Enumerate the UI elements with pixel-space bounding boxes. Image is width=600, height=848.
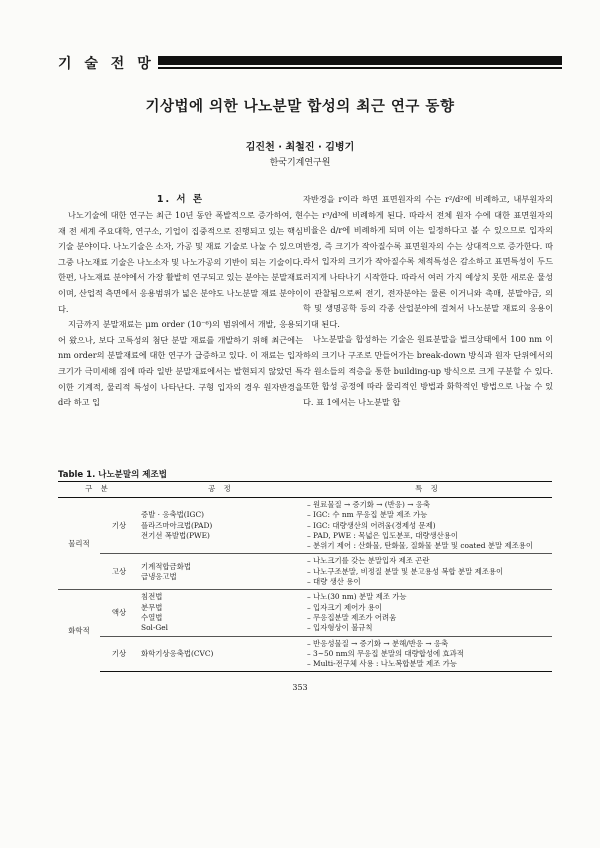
feature-item: – 나노구조분말, 비정질 분말 및 분고용성 복합 분말 제조용이 xyxy=(307,566,504,576)
method-item: 전기선 폭발법(PWE) xyxy=(141,530,210,540)
subcategory: 기상 xyxy=(100,636,138,672)
feature-item: – 3~50 nm의 무응집 분말의 대량합성에 효과적 xyxy=(307,648,464,658)
table-row xyxy=(58,636,552,672)
process-table xyxy=(58,481,552,672)
feature-cell xyxy=(304,498,552,554)
table-header-features: 특 징 xyxy=(304,482,552,498)
section-header xyxy=(48,50,562,74)
method-item: 수열법 xyxy=(141,612,163,622)
feature-item: – 분위기 제어 : 산화물, 탄화물, 질화물 분말 및 coated 분말 제조용이 xyxy=(307,541,534,551)
subcategory: 기상 xyxy=(111,520,127,530)
body-paragraph: 지금까지 분말재료는 μm order (10⁻⁶)의 범위에서 개발, 응용되어 왔으나, 보다 고특성의 첨단 분말 재료를 개발하기 위해 최근에는 nm order의 분말재료에 대한 연구가 급증하고 있다. 이 재료는 입자크기가 극미세해 짐에 따라 일반 분말재료에서는 발현되지 않았던 특이한 기계적, 물리적 특성이 나타난다. 구형 입자의 경우 원자반경을 d라 하고 입 xyxy=(58,319,303,408)
body-paragraph: 나노분말을 합성하는 기술은 원료분말을 벌크상태에서 100 nm 이하의 크기나 구조로 만들어가는 break-down 방식과 원자 단위에서의 각 원소들의 적층을 통한 building-up 방식으로 크게 구분할 수 있다. 또한 합성 공정에 따라 물리적인 방법과 화학적인 방법으로 나눌 수 있다. 표 1에서는 나노분말 합 xyxy=(303,334,553,407)
feature-cell xyxy=(304,636,552,672)
feature-cell xyxy=(304,554,552,590)
method-item: 화학기상응축법(CVC) xyxy=(141,648,214,658)
subcategory: 고상 xyxy=(100,554,138,590)
feature-item: – IGC: 대량생산의 어려움(경제성 문제) xyxy=(307,520,436,530)
feature-item: – 나노크기를 갖는 분말입자 제조 곤란 xyxy=(307,556,430,566)
feature-cell xyxy=(304,590,552,636)
section-heading-intro: 1. 서 론 xyxy=(156,194,205,205)
page-number: 353 xyxy=(292,683,308,692)
table-row xyxy=(58,498,552,554)
article-authors: 김진천 · 최철진 · 김병기 xyxy=(245,142,355,153)
method-item: 급냉응고법 xyxy=(141,571,177,581)
method-item: 분무법 xyxy=(141,602,163,612)
category-physical: 물리적 xyxy=(68,538,90,548)
feature-item: – 대량 생산 용이 xyxy=(307,577,361,587)
right-column xyxy=(303,192,553,410)
feature-item: – 원료물질 → 증기화 → (반응) → 응축 xyxy=(307,500,431,509)
feature-item: – 입자크기 제어가 용이 xyxy=(307,602,382,612)
method-cell xyxy=(138,554,304,590)
method-item: Sol-Gel xyxy=(141,623,169,633)
article-affiliation: 한국기계연구원 xyxy=(269,158,331,168)
method-cell xyxy=(138,636,304,672)
feature-item: – 나노(30 nm) 분말 제조 가능 xyxy=(307,592,407,602)
subcategory: 액상 xyxy=(100,590,138,636)
table-header-process: 공 정 xyxy=(138,482,304,498)
method-cell xyxy=(138,498,304,554)
table-caption: Table 1. 나노분말의 제조법 xyxy=(58,470,167,480)
table-header-category: 구 분 xyxy=(58,482,138,498)
method-item: 침전법 xyxy=(141,592,163,602)
left-column xyxy=(58,208,303,411)
method-item: 증발 · 응축법(IGC) xyxy=(141,510,204,520)
table-header-row xyxy=(58,482,552,498)
body-paragraph: 나노기술에 대한 연구는 최근 10년 동안 폭발적으로 증가하여, 현재 전 세계 주요대학, 연구소, 기업이 집중적으로 진행되고 있는 핵심 기술 분야이다. 나노기술은 소자, 가공 및 재료 기술로 나눌 수 있으며 그중 나노재료 기술은 나노소자 및 나노가공의 기반이 되는 기술이다. 한편, 나노재료 분야에서 가장 활발히 연구되고 있는 분야는 분말재료이며, 산업적 측면에서 응용범위가 넓은 분야도 나노분말 재료 분야이다. xyxy=(58,210,303,314)
category-chemical: 화학적 xyxy=(58,590,100,672)
method-item: 기계적합금화법 xyxy=(141,561,191,571)
feature-item: – 반응성물질 → 증기화 → 분해/반응 → 응축 xyxy=(307,638,449,648)
method-item: 플라즈마아크법(PAD) xyxy=(141,520,213,530)
article-title: 기상법에 의한 나노분말 합성의 최근 연구 동향 xyxy=(145,99,455,115)
feature-item: – IGC: 수 nm 무응집 분말 제조 가능 xyxy=(307,510,428,520)
method-cell xyxy=(138,590,304,636)
body-paragraph: 자반경을 r이라 하면 표면원자의 수는 r²/d²에 비례하고, 내부원자의 수는 r³/d³에 비례하게 된다. 따라서 전체 원자 수에 대한 표면원자의 비율은 d/r에 비례하게 되며 이는 일정하다고 볼 수 있으므로 입자의 반경, 즉 크기가 작아질수록 표면원자의 수는 상대적으로 증가한다. 따라서 입자의 크기가 작아질수록 체적특성은 감소하고 표면특성이 두드러지게 나타나기 시작한다. 따라서 여러 가지 예상치 못한 새로운 물성이 관찰됨으로써 전기, 전자분야는 물론 이거니와 촉매, 분말야금, 의학 및 생명공학 등의 각종 산업분야에 걸쳐서 나노분말 재료의 응용이 기대 된다. xyxy=(303,194,553,329)
feature-item: – Multi-전구체 사용 : 나노복합분말 제조 가능 xyxy=(307,659,457,669)
feature-item: – 입자형상이 불규칙 xyxy=(307,623,373,633)
table-row xyxy=(58,590,552,636)
table-row xyxy=(58,554,552,590)
header-rule xyxy=(158,56,562,65)
feature-item: – 무응집분말 제조가 어려움 xyxy=(307,612,397,622)
header-label: 기 술 전 망 xyxy=(58,56,155,72)
feature-item: – PAD, PWE : 목넓은 입도분포, 대량생산용이 xyxy=(307,530,459,540)
